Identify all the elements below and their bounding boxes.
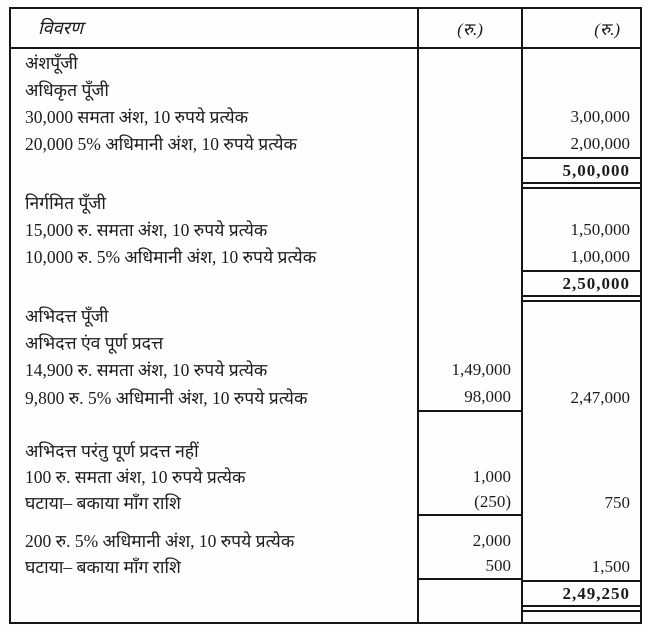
amount-col-1: 2,000: [417, 528, 521, 554]
amount-col-1: [417, 438, 521, 463]
row-label: [11, 270, 417, 297]
grand-total-row: [11, 580, 640, 607]
row-label: [11, 580, 417, 607]
row-label: 100 रु. समता अंश, 10 रुपये प्रत्येक: [25, 466, 246, 487]
amount-col-2: 2,00,000: [521, 130, 640, 157]
header-amount-col-1: (रु.): [417, 9, 521, 47]
row-label: अभिदत्त पूँजी: [25, 305, 109, 326]
amount-col-2: [521, 189, 640, 216]
amount-col-1: [417, 329, 521, 356]
table-row: [11, 216, 640, 243]
amount-col-1: 500: [417, 554, 521, 580]
spacer-row: [11, 612, 640, 622]
amount-col-1: [417, 580, 521, 607]
row-label: 30,000 समता अंश, 10 रुपये प्रत्येक: [25, 106, 249, 127]
table-row: [11, 528, 640, 554]
amount-col-2: [521, 49, 640, 76]
amount-col-2: [521, 302, 640, 329]
table-row: [11, 76, 640, 103]
row-label: 14,900 रु. समता अंश, 10 रुपये प्रत्येक: [25, 359, 268, 380]
amount-col-1: 98,000: [417, 383, 521, 412]
row-label: 10,000 रु. 5% अधिमानी अंश, 10 रुपये प्रत्येक: [25, 246, 317, 267]
amount-col-2: [521, 76, 640, 103]
table-row: [11, 49, 640, 76]
amount-col-2: 1,500: [521, 554, 640, 580]
table-row: [11, 243, 640, 270]
table-row: [11, 490, 640, 516]
spacer-row: [11, 412, 640, 438]
amount-col-1: [417, 49, 521, 76]
amount-col-1: [417, 216, 521, 243]
row-label: [11, 157, 417, 184]
total-amount: 2,50,000: [521, 270, 640, 297]
table-row: [11, 554, 640, 580]
amount-col-1: [417, 270, 521, 297]
row-label: 9,800 रु. 5% अधिमानी अंश, 10 रुपये प्रत्येक: [25, 387, 308, 408]
share-capital-table: [9, 7, 642, 624]
row-label: 15,000 रु. समता अंश, 10 रुपये प्रत्येक: [25, 219, 268, 240]
table-row: [11, 189, 640, 216]
amount-col-2: 750: [521, 490, 640, 516]
amount-col-1: [417, 302, 521, 329]
amount-col-2: 3,00,000: [521, 103, 640, 130]
amount-col-2: [521, 528, 640, 554]
amount-col-1: 1,49,000: [417, 356, 521, 383]
table-row: [11, 438, 640, 463]
amount-col-1: 1,000: [417, 463, 521, 490]
table-row: [11, 302, 640, 329]
table-row: [11, 356, 640, 383]
table-row: [11, 383, 640, 412]
total-amount: 5,00,000: [521, 157, 640, 184]
header-details: विवरण: [38, 18, 84, 38]
row-label: अंशपूँजी: [25, 52, 78, 73]
row-label: निर्गमित पूँजी: [25, 192, 106, 213]
amount-col-2: 1,50,000: [521, 216, 640, 243]
amount-col-2: [521, 438, 640, 463]
amount-col-2: 2,47,000: [521, 383, 640, 412]
amount-col-2: 1,00,000: [521, 243, 640, 270]
table-row: [11, 463, 640, 490]
table-header-row: [11, 9, 640, 49]
table-row: [11, 130, 640, 157]
row-label: अभिदत्त परंतु पूर्ण प्रदत्त नहीं: [25, 440, 199, 461]
section-total-row: [11, 157, 640, 184]
row-label: अधिकृत पूँजी: [25, 79, 109, 100]
section-total-row: [11, 270, 640, 297]
amount-col-1: [417, 243, 521, 270]
row-label: घटाया– बकाया माँग राशि: [25, 493, 181, 513]
amount-col-1: [417, 76, 521, 103]
amount-col-2: [521, 463, 640, 490]
spacer-row: [11, 516, 640, 528]
total-amount: 2,49,250: [521, 580, 640, 607]
amount-col-1: [417, 189, 521, 216]
amount-col-1: [417, 103, 521, 130]
header-amount-col-2: (रु.): [521, 9, 640, 47]
row-label: घटाया– बकाया माँग राशि: [25, 557, 181, 577]
amount-col-2: [521, 329, 640, 356]
amount-col-1: [417, 157, 521, 184]
row-label: 20,000 5% अधिमानी अंश, 10 रुपये प्रत्येक: [25, 133, 297, 154]
amount-col-1: [417, 130, 521, 157]
row-label: अभिदत्त एंव पूर्ण प्रदत्त: [25, 332, 164, 353]
amount-col-2: [521, 356, 640, 383]
amount-col-1: (250): [417, 490, 521, 516]
row-label: 200 रु. 5% अधिमानी अंश, 10 रुपये प्रत्येक: [25, 531, 295, 551]
table-row: [11, 329, 640, 356]
table-row: [11, 103, 640, 130]
